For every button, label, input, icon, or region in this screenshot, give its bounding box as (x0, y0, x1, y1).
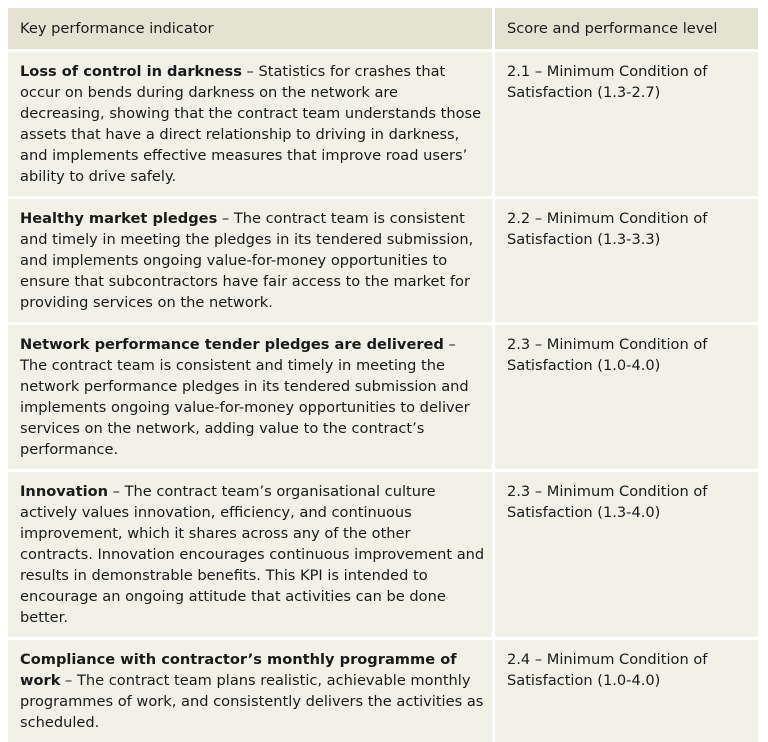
kpi-description: – The contract team is consistent and timely in meeting the network performance pledges in its tendered submission and implements ongoing value-for-money opportunities to deliver services on the network, adding value to the contract’s performance. (20, 336, 470, 458)
score-cell: 2.3 – Minimum Condition of Satisfaction (1.0-4.0) (495, 325, 758, 472)
kpi-name: Network performance tender pledges are delivered (20, 336, 444, 353)
kpi-description: – The contract team is consistent and timely in meeting the pledges in its tendered submission, and implements ongoing value-for-money opportunities to ensure that subcontractors have fair access to the market for providing services on the network. (20, 210, 474, 311)
score-cell: 2.1 – Minimum Condition of Satisfaction (1.3-2.7) (495, 52, 758, 199)
score-cell: 2.4 – Minimum Condition of Satisfaction (1.0-4.0) (495, 640, 758, 742)
score-cell: 2.3 – Minimum Condition of Satisfaction (1.3-4.0) (495, 472, 758, 640)
kpi-description: – The contract team’s organisational culture actively values innovation, efficiency, and continuous improvement, which it shares across any of the other contracts. Innovation encourages continuous improvement and results in demonstrable benefits. This KPI is intended to encourage an ongoing attitude that activities can be done better. (20, 483, 485, 626)
kpi-name: Compliance with contractor’s monthly programme of work (20, 651, 457, 689)
kpi-name: Loss of control in darkness (20, 63, 242, 80)
table-row (8, 199, 758, 325)
table-row (8, 325, 758, 472)
table-header-row (8, 8, 758, 52)
kpi-cell (8, 199, 495, 325)
kpi-cell (8, 640, 495, 742)
score-cell: 2.2 – Minimum Condition of Satisfaction (1.3-3.3) (495, 199, 758, 325)
kpi-description: – Statistics for crashes that occur on bends during darkness on the network are decreasing, showing that the contract team understands those assets that have a direct relationship to driving in darkness, and implements effective measures that improve road users’ ability to drive safely. (20, 63, 482, 185)
kpi-cell (8, 472, 495, 640)
kpi-cell (8, 325, 495, 472)
kpi-table (8, 8, 758, 742)
table-row (8, 472, 758, 640)
kpi-description: – The contract team plans realistic, achievable monthly programmes of work, and consistently delivers the activities as scheduled. (20, 672, 484, 731)
kpi-name: Innovation (20, 483, 108, 500)
table-row (8, 640, 758, 742)
kpi-cell (8, 52, 495, 199)
header-kpi: Key performance indicator (8, 8, 495, 52)
table-row (8, 52, 758, 199)
kpi-name: Healthy market pledges (20, 210, 218, 227)
header-score: Score and performance level (495, 8, 758, 52)
